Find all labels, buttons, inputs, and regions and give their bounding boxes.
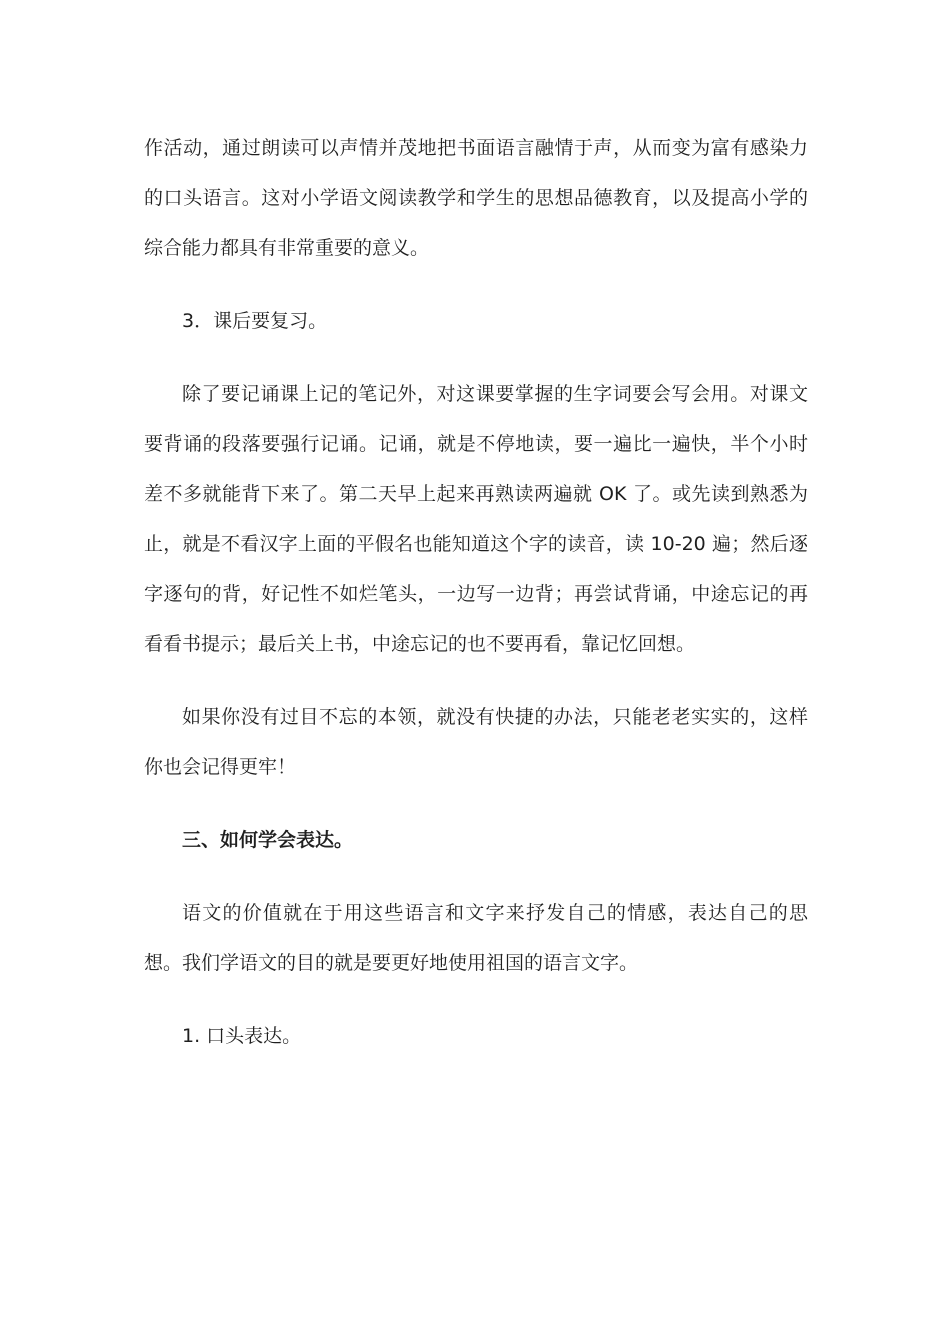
subheading-oral-expression: 1. 口头表达。 bbox=[182, 1025, 302, 1047]
paragraph-no-shortcut: 如果你没有过目不忘的本领，就没有快捷的办法，只能老老实实的，这样你也会记得更牢！ bbox=[144, 706, 808, 778]
document-page bbox=[144, 123, 808, 1084]
paragraph-reading-significance: 作活动，通过朗读可以声情并茂地把书面语言融情于声，从而变为富有感染力的口头语言。这对小学语文阅读教学和学生的思想品德教育，以及提高小学的综合能力都具有非常重要的意义。 bbox=[144, 137, 808, 259]
subheading-review-after-class: 3．课后要复习。 bbox=[182, 310, 328, 332]
section-heading-expression: 三、如何学会表达。 bbox=[182, 829, 354, 851]
paragraph-memorization-method: 除了要记诵课上记的笔记外，对这课要掌握的生字词要会写会用。对课文要背诵的段落要强行记诵。记诵，就是不停地读，要一遍比一遍快，半个小时差不多就能背下来了。第二天早上起来再熟读两遍就 OK 了。或先读到熟悉为止，就是不看汉字上面的平假名也能知道这个字的读音，读 10-20 遍；然后逐字逐句的背，好记性不如烂笔头，一边写一边背；再尝试背诵，中途忘记的再看看书提示；最后关上书，中途忘记的也不要再看，靠记忆回想。 bbox=[144, 383, 808, 655]
paragraph-value-of-chinese: 语文的价值就在于用这些语言和文字来抒发自己的情感，表达自己的思想。我们学语文的目的就是要更好地使用祖国的语言文字。 bbox=[144, 902, 808, 974]
